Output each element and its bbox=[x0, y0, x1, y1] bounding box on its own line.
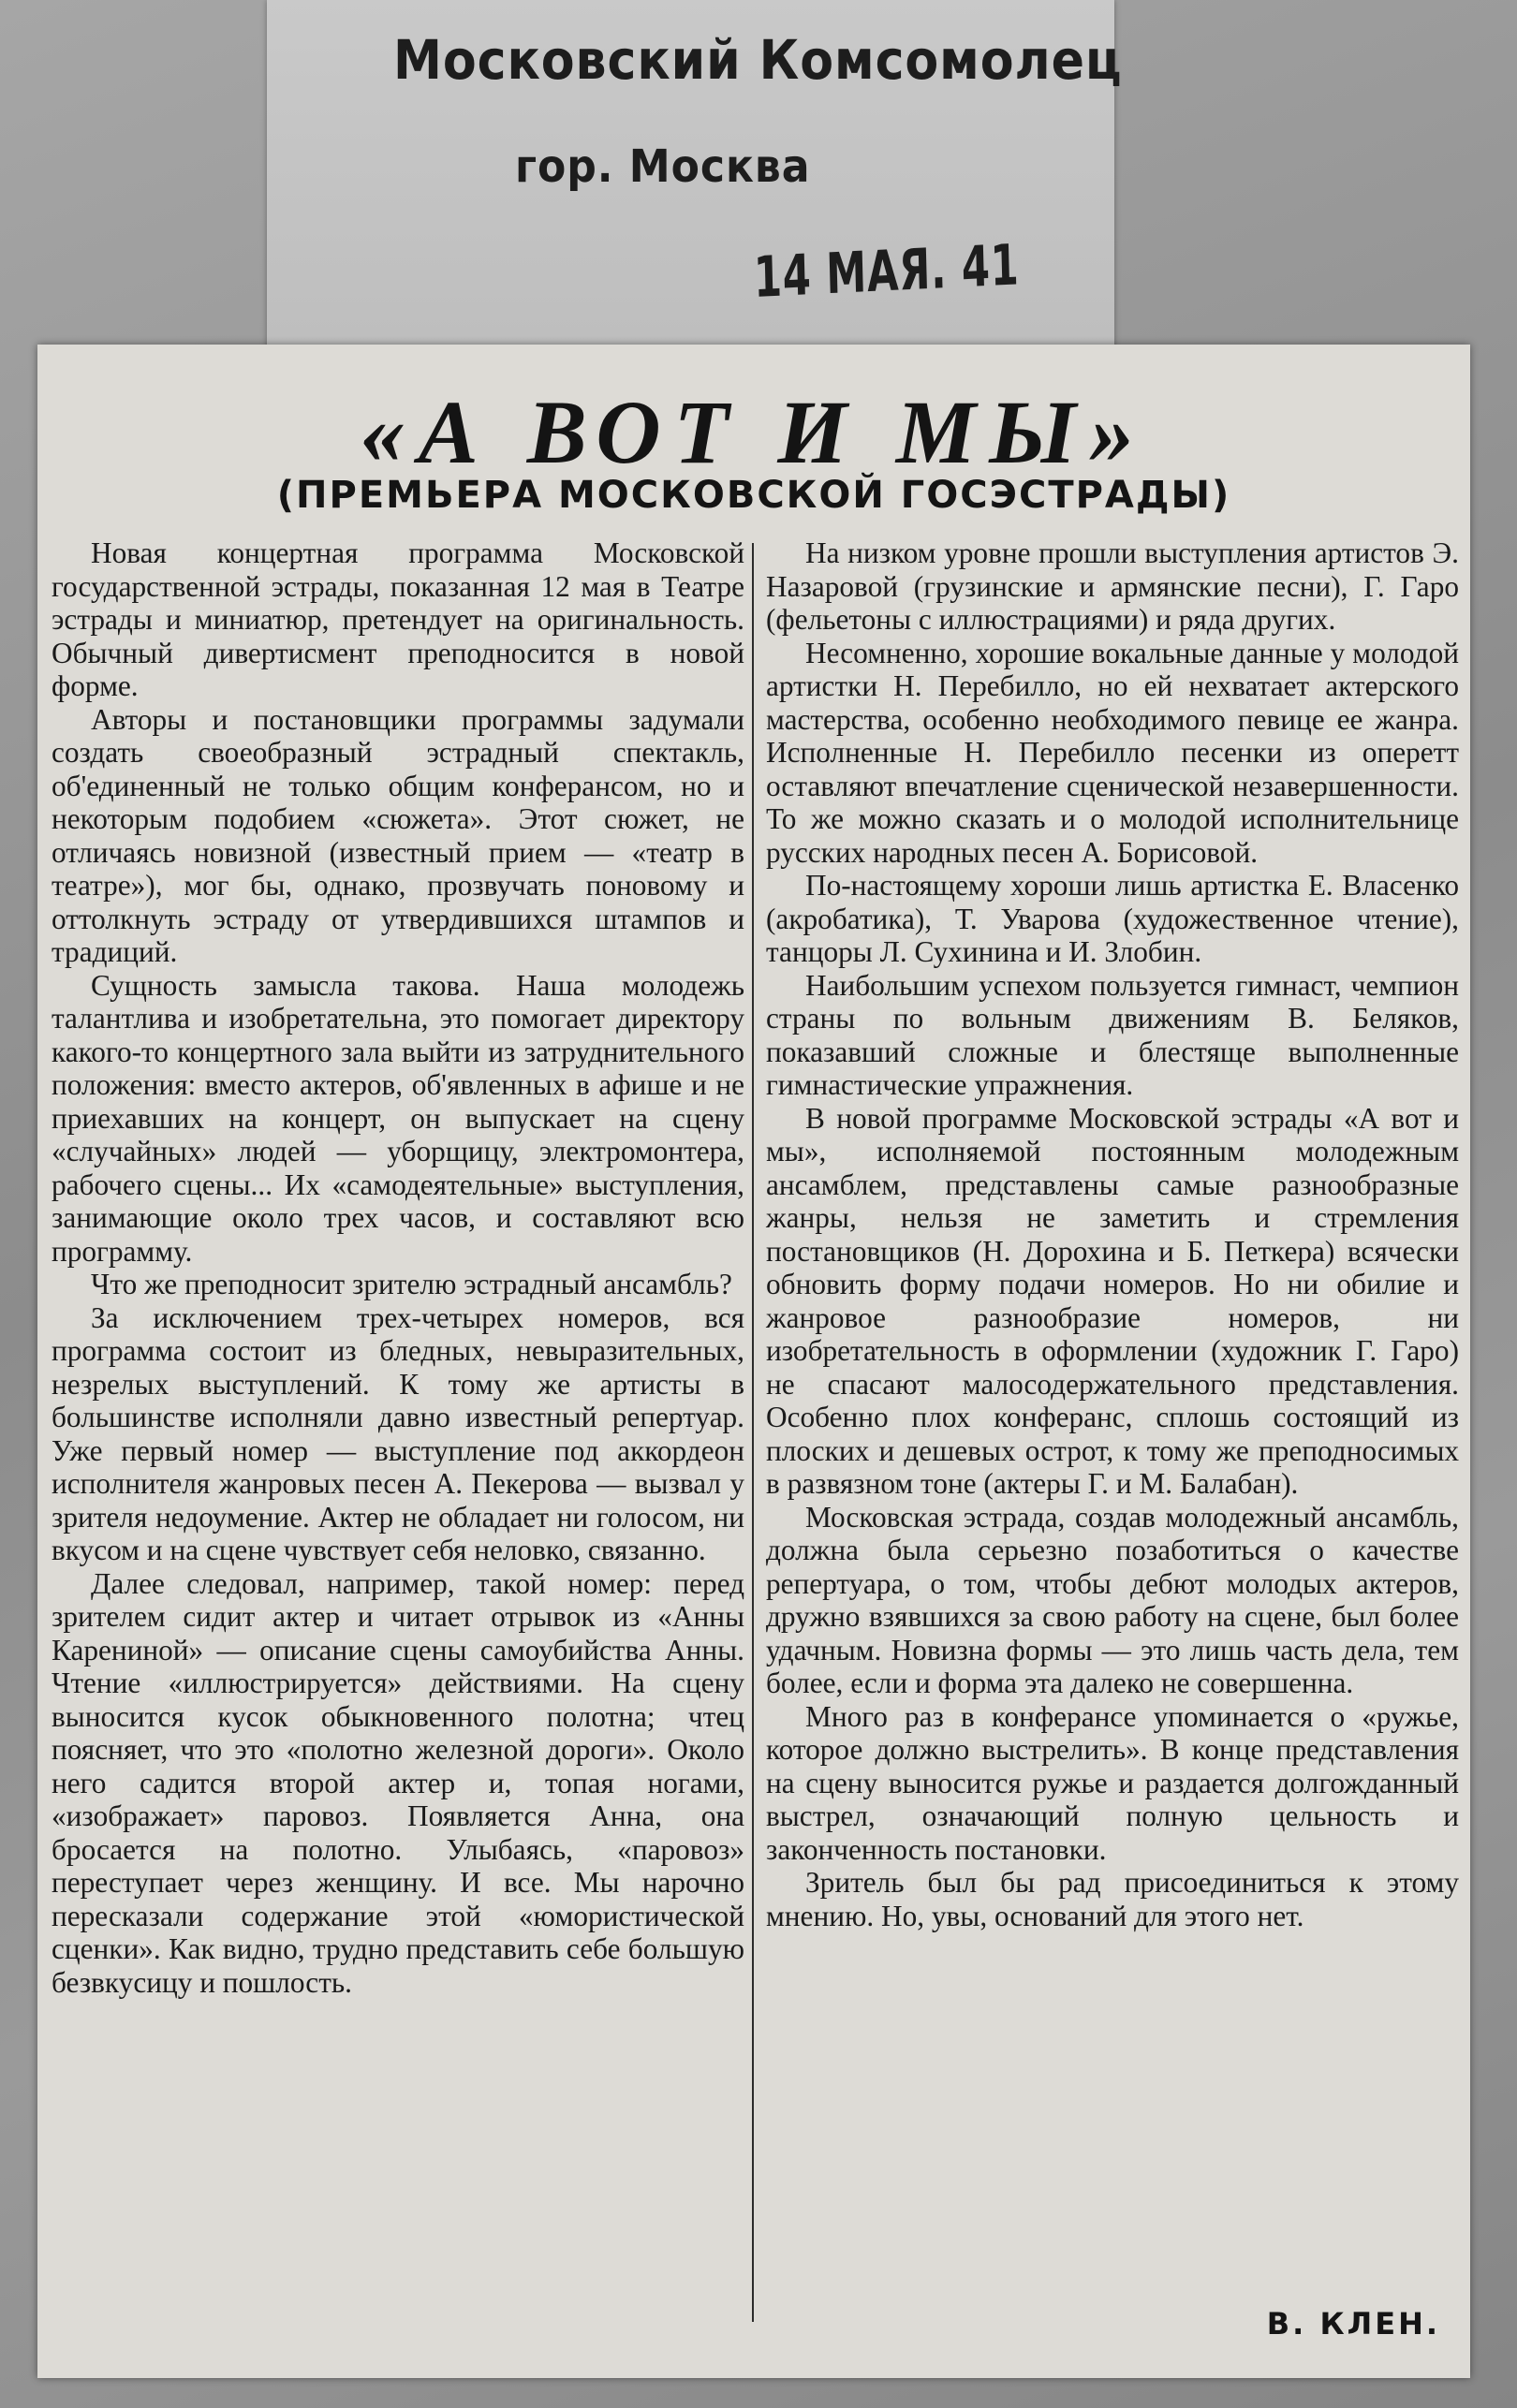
paragraph: Сущность замысла такова. Наша молодежь талантлива и изобретательна, это помогает директору какого-то концертного зала выйти из затруднительного положения: вместо актеров, об'явленных в афише и не приехавших на концерт, он выпускает на сцену «случайных» людей — уборщицу, электромонтера, рабочего сцены... Их «самодеятельные» выступления, занимающие около трех часов, и составляют всю программу. bbox=[52, 968, 744, 1268]
paragraph: Авторы и постановщики программы задумали создать своеобразный эстрадный спектакль, об'единенный не только общим конферансом, но и некоторым подобием «сюжета». Этот сюжет, не отличаясь новизной (известный прием — «театр в театре»), мог бы, однако, прозвучать поновому и оттолкнуть эстраду от утвердившихся штампов и традиций. bbox=[52, 702, 744, 968]
paragraph: Много раз в конферансе упоминается о «ружье, которое должно выстрелить». В конце представления на сцену выносится ружье и раздается долгожданный выстрел, означающий полную цельность и законченность постановки. bbox=[766, 1699, 1459, 1866]
paragraph: Наибольшим успехом пользуется гимнаст, чемпион страны по вольным движениям В. Беляков, показавший сложные и блестяще выполненные гимнастические упражнения. bbox=[766, 968, 1459, 1101]
paragraph: Новая концертная программа Московской государственной эстрады, показанная 12 мая в Театре эстрады и миниатюр, претендует на оригинальность. Обычный дивертисмент преподносится в новой форме. bbox=[52, 536, 744, 702]
paragraph: Зритель был бы рад присоединиться к этому мнению. Но, увы, оснований для этого нет. bbox=[766, 1866, 1459, 1932]
author-signature: В. КЛЕН. bbox=[1266, 2306, 1440, 2342]
paragraph: Московская эстрада, создав молодежный ансамбль, должна была серьезно позаботиться о качестве репертуара, о том, чтобы дебют молодых актеров, дружно взявшихся за свою работу на сцене, был более удачным. Новизна формы — это лишь часть дела, тем более, если и форма эта далеко не совершенна. bbox=[766, 1500, 1459, 1699]
city-stamp: гор. Москва bbox=[515, 140, 811, 193]
paragraph: По-настоящему хороши лишь артистка Е. Власенко (акробатика), Т. Уварова (художественное чтение), танцоры Л. Сухинина и И. Злобин. bbox=[766, 869, 1459, 968]
article-title: «А ВОТ И МЫ» bbox=[360, 382, 1148, 482]
paragraph: За исключением трех-четырех номеров, вся программа состоит из бледных, невыразительных, незрелых выступлений. К тому же артисты в большинстве исполняли давно известный репертуар. Уже первый номер — выступление под аккордеон исполнителя жанровых песен А. Пекерова — вызвал у зрителя недоумение. Актер не обладает ни голосом, ни вкусом и на сцене чувствует себя неловко, связанно. bbox=[52, 1300, 744, 1566]
paragraph: На низком уровне прошли выступления артистов Э. Назаровой (грузинские и армянские песни), Г. Гаро (фельетоны с иллюстрациями) и ряда других. bbox=[766, 536, 1459, 636]
left-column bbox=[52, 536, 744, 1999]
article-subtitle: (ПРЕМЬЕРА МОСКОВСКОЙ ГОСЭСТРАДЫ) bbox=[276, 474, 1231, 517]
column-divider bbox=[752, 543, 754, 2322]
newspaper-name-stamp: Московский Комсомолец bbox=[393, 28, 1123, 92]
newspaper-clipping bbox=[37, 345, 1470, 2378]
paragraph: В новой программе Московской эстрады «А вот и мы», исполняемой постоянным молодежным ансамблем, представлены самые разнообразные жанры, нельзя не заметить и стремления постановщиков (Н. Дорохина и Б. Петкера) всячески обновить форму подачи номеров. Но ни обилие и жанровое разнообразие номеров, ни изобретательность в оформлении (художник Г. Гаро) не спасают малосодержательного представления. Особенно плох конферанс, сплошь состоящий из плоских и дешевых острот, к тому же преподносимых в развязном тоне (актеры Г. и М. Балабан). bbox=[766, 1101, 1459, 1500]
paragraph: Несомненно, хорошие вокальные данные у молодой артистки Н. Перебилло, но ей нехватает актерского мастерства, особенно необходимого певице ее жанра. Исполненные Н. Перебилло песенки из оперетт оставляют впечатление сценической незавершенности. То же можно сказать и о молодой исполнительнице русских народных песен А. Борисовой. bbox=[766, 636, 1459, 869]
paragraph: Далее следовал, например, такой номер: перед зрителем сидит актер и читает отрывок из «Анны Карениной» — описание сцены самоубийства Анны. Чтение «иллюстрируется» действиями. На сцену выносится кусок обыкновенного полотна; чтец поясняет, что это «полотно железной дороги». Около него садится второй актер и, топая ногами, «изображает» паровоз. Появляется Анна, она бросается на полотно. Улыбаясь, «паровоз» переступает через женщину. И все. Мы нарочно пересказали содержание этой «юмористической сценки». Как видно, трудно представить себе большую безвкусицу и пошлость. bbox=[52, 1566, 744, 1999]
paragraph: Что же преподносит зрителю эстрадный ансамбль? bbox=[91, 1268, 732, 1300]
date-stamp: 14 МАЯ. 41 bbox=[753, 232, 1021, 311]
right-column bbox=[766, 536, 1459, 1932]
